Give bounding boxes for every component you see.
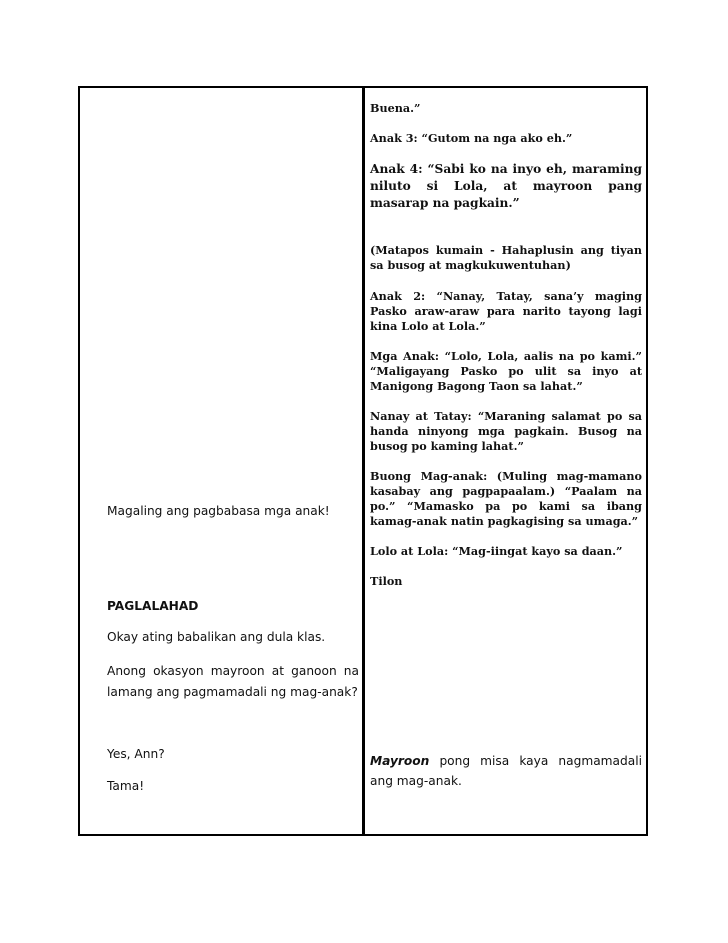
answer-rest: pong misa kaya nagmamadali ang mag-anak.: [370, 754, 642, 788]
teacher-intro: Okay ating babalikan ang dula klas.: [107, 630, 326, 644]
script-stage-direction: (Matapos kumain - Hahaplusin ang tiyan sa busog at magkukuwentuhan): [370, 243, 642, 272]
script-line-buena: Buena.”: [370, 101, 421, 115]
answer-emphasis: Mayroon: [370, 754, 430, 768]
script-line-nanay-tatay: Nanay at Tatay: “Maraning salamat po sa handa ninyong mga pagkain. Busog na busog po kaming lahat.”: [370, 409, 642, 453]
script-line-anak3: Anak 3: “Gutom na nga ako eh.”: [370, 131, 573, 145]
script-line-lolo-lola: Lolo at Lola: “Mag-iingat kayo sa daan.”: [370, 544, 623, 558]
teacher-confirm: Tama!: [107, 779, 145, 793]
column-divider: [362, 86, 365, 836]
script-line-anak4: Anak 4: “Sabi ko na inyo eh, maraming niluto si Lola, at mayroon pang masarap na pagkain.”: [370, 162, 642, 210]
script-author: Tilon: [370, 574, 403, 588]
student-answer: [370, 751, 642, 791]
teacher-call: Yes, Ann?: [107, 747, 165, 761]
script-line-buong-mag-anak: Buong Mag-anak: (Muling mag-mamano kasabay ang pagpapaalam.) “Paalam na po.” “Mamasko pa po kami sa ibang kamag-anak natin pagkagising sa umaga.”: [370, 469, 642, 528]
section-heading: PAGLALAHAD: [107, 599, 199, 613]
teacher-question: Anong okasyon mayroon at ganoon na lamang ang pagmamadali ng mag-anak?: [107, 664, 359, 699]
script-line-mga-anak: Mga Anak: “Lolo, Lola, aalis na po kami.” “Maligayang Pasko po ulit sa inyo at Manigong Bagong Taon sa lahat.”: [370, 349, 642, 393]
script-line-anak2: Anak 2: “Nanay, Tatay, sana’y maging Pasko araw-araw para narito tayong lagi kina Lolo at Lola.”: [370, 289, 642, 333]
teacher-praise: Magaling ang pagbabasa mga anak!: [107, 504, 330, 518]
